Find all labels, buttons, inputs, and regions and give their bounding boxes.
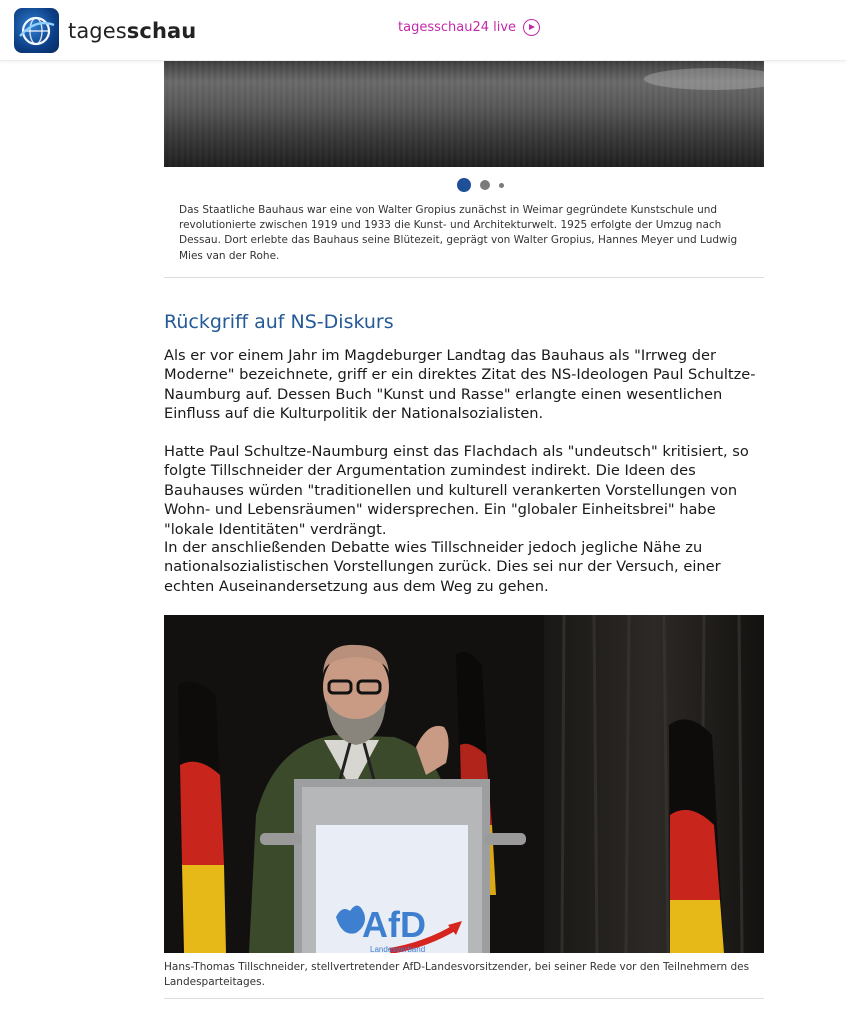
slider-image[interactable] bbox=[164, 60, 764, 167]
lectern-sub-text: Landesverband bbox=[370, 945, 426, 953]
slider-dot-2[interactable] bbox=[480, 180, 490, 190]
home-link[interactable] bbox=[14, 8, 196, 53]
live-stream-link[interactable] bbox=[398, 19, 540, 36]
slider-caption: Das Staatliche Bauhaus war eine von Walter Gropius zunächst in Weimar gegründete Kunstschule und revolutionierte zwischen 1919 und 1933 die Kunst- und Architekturwelt. 1925 erfolgte der Umzug nach Dessau. Dort erlebte das Bauhaus seine Blütezeit, geprägt von Walter Gropius, Hannes Meyer und Ludwig Mies van der Rohe. bbox=[179, 204, 738, 262]
slider-dot-3[interactable] bbox=[499, 183, 504, 188]
speaker-photo-illustration bbox=[164, 615, 764, 953]
slider-dot-1[interactable] bbox=[457, 178, 471, 192]
photo-caption: Hans-Thomas Tillschneider, stellvertretender AfD-Landesvorsitzender, bei seiner Rede vor den Teilnehmern des Landesparteitages. bbox=[164, 961, 750, 989]
paragraph-1: Als er vor einem Jahr im Magdeburger Landtag das Bauhaus als "Irrweg der Moderne" bezeichnete, griff er ein direktes Zitat des NS-Ideologen Paul Schultze-Naumburg auf. Dessen Buch "Kunst und Rasse" erlangte einen wesentlichen Einfluss auf die Kulturpolitik der Nationalsozialisten. bbox=[164, 347, 756, 423]
brand-wordmark: tagesschau bbox=[68, 18, 197, 43]
paragraph-3: In der anschließenden Debatte wies Tillschneider jedoch jegliche Nähe zu nationalsozialistischen Vorstellungen zurück. Dies sei nur der Versuch, einer echten Auseinandersetzung aus dem Weg zu gehen. bbox=[164, 539, 721, 595]
lectern bbox=[260, 779, 526, 953]
speaker-photo[interactable] bbox=[164, 615, 764, 953]
section-heading: Rückgriff auf NS-Diskurs bbox=[164, 311, 394, 333]
divider bbox=[164, 277, 764, 278]
live-label: tagesschau24 live bbox=[398, 20, 517, 35]
lectern-logo-text: AfD bbox=[362, 904, 426, 945]
divider bbox=[164, 998, 764, 999]
paragraph-2: Hatte Paul Schultze-Naumburg einst das Flachdach als "undeutsch" kritisiert, so folgte Tillschneider der Argumentation zumindest indirekt. Die Ideen des Bauhauses würden "traditionellen und kulturell verankerten Vorstellungen von Wohn- und Lebensräumen" widersprechen. Ein "globaler Einheitsbrei" habe "lokale Identitäten" verdrängt. bbox=[164, 443, 749, 538]
slider-pagination bbox=[457, 178, 513, 192]
site-header bbox=[0, 0, 846, 61]
play-circle-icon bbox=[523, 19, 540, 36]
globe-icon bbox=[14, 8, 59, 53]
